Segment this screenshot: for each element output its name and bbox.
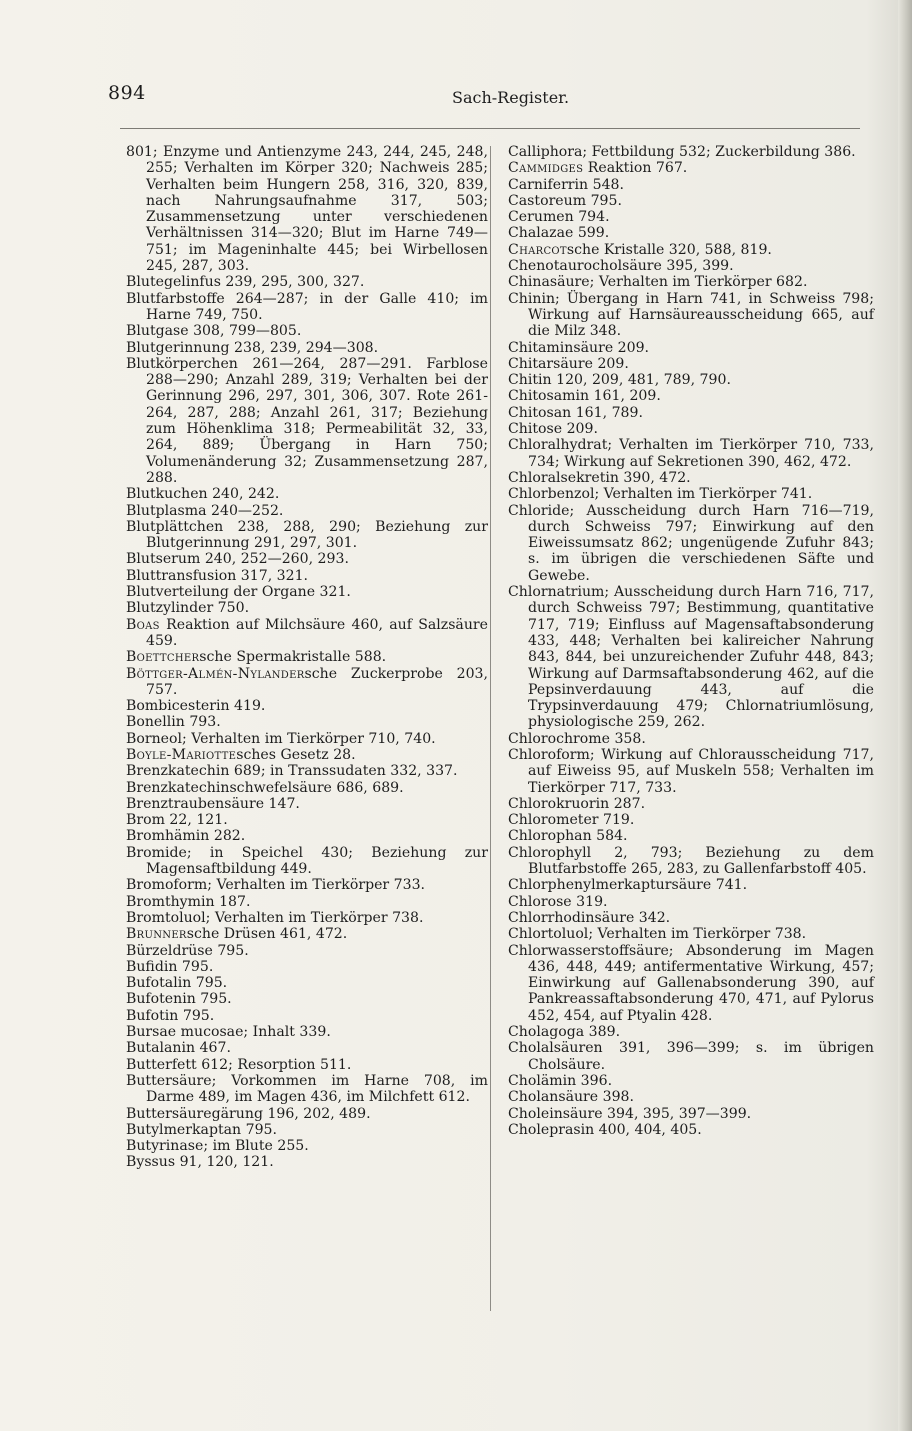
entry-text: Chlornatrium; Ausscheidung durch Harn 716, 717, durch Schweiss 797; Bestimmung, quantitative 717, 719; Einfluss auf Magensaftabsonderung 433, 448; Verhalten bei kalireicher Nahrung 843, 844, bei unzureichender Zufuhr 448, 843; Wirkung auf Darmsaftabsonderung 462, auf die Pepsinverdauung 443, auf die Trypsinverdauung 479; Chlornatriumlösung, physiologische 259, 262.	[508, 584, 874, 731]
index-entry	[126, 1040, 488, 1056]
index-entry	[126, 291, 488, 324]
entry-text: Butalanin 467.	[126, 1040, 231, 1057]
index-entry	[126, 1057, 488, 1073]
index-entry	[508, 584, 874, 731]
index-entry	[508, 291, 874, 340]
author-name: Boyle-Mariotte	[126, 746, 237, 763]
index-entry	[508, 845, 874, 878]
entry-text: Chlortoluol; Verhalten im Tierkörper 738.	[508, 926, 807, 943]
index-entry	[508, 421, 874, 437]
entry-text: Butylmerkaptan 795.	[126, 1121, 277, 1138]
entry-text: Cholagoga 389.	[508, 1024, 621, 1041]
entry-text: 801; Enzyme und Antienzyme 243, 244, 245, 248, 255; Verhalten im Körper 320; Nachweis 285; Verhalten beim Hungern 258, 316, 320, 839, nach Nahrungsaufnahme 317, 503; Zusammensetzung unter verschiedenen Verhältnissen 314—320; Blut im Harne 749—751; im Mageninhalte 445; bei Wirbellosen 245, 287, 303.	[126, 144, 488, 275]
entry-text: Bluttransfusion 317, 321.	[126, 567, 309, 584]
index-entry	[508, 731, 874, 747]
entry-text: Bromthymin 187.	[126, 893, 251, 910]
entry-text: Bromtoluol; Verhalten im Tierkörper 738.	[126, 909, 424, 926]
entry-text: Chloralhydrat; Verhalten im Tierkörper 710, 733, 734; Wirkung auf Sekretionen 390, 462, 472.	[508, 437, 874, 470]
index-entry	[126, 845, 488, 878]
entry-text: Byssus 91, 120, 121.	[126, 1154, 274, 1171]
index-entry	[126, 1122, 488, 1138]
index-entry	[508, 910, 874, 926]
index-entry	[126, 144, 488, 274]
entry-text: Chlorbenzol; Verhalten im Tierkörper 741.	[508, 486, 813, 503]
index-entry	[508, 242, 874, 258]
entry-text: Castoreum 795.	[508, 192, 622, 209]
entry-text: Choleinsäure 394, 395, 397—399.	[508, 1105, 752, 1122]
entry-text: sche Zuckerprobe 203, 757.	[146, 665, 488, 698]
entry-text: Blutkuchen 240, 242.	[126, 486, 280, 503]
entry-text: Buttersäure; Vorkommen im Harne 708, im Darme 489, im Magen 436, im Milchfett 612.	[126, 1072, 488, 1106]
index-entry	[508, 144, 874, 160]
entry-text: Chalazae 599.	[508, 225, 610, 242]
index-entry	[508, 926, 874, 942]
entry-text: Chenotaurocholsäure 395, 399.	[508, 258, 734, 275]
index-entry	[508, 828, 874, 844]
entry-text: Blutegelinfus 239, 295, 300, 327.	[126, 274, 365, 291]
entry-text: Chlorphenylmerkaptursäure 741.	[508, 877, 748, 894]
index-entry	[126, 666, 488, 699]
entry-text: Chlorochrome 358.	[508, 730, 646, 747]
index-entry	[126, 894, 488, 910]
index-entry	[508, 1106, 874, 1122]
entry-text: Bromide; in Speichel 430; Beziehung zur Magensaftbildung 449.	[126, 844, 488, 878]
entry-text: Blutplasma 240—252.	[126, 502, 284, 519]
index-entry	[126, 649, 488, 665]
column-divider	[490, 146, 491, 1311]
index-entry	[126, 926, 488, 942]
page-header	[0, 80, 912, 120]
entry-text: sche Spermakristalle 588.	[199, 649, 387, 666]
index-entry	[508, 470, 874, 486]
entry-text: Bufidin 795.	[126, 958, 214, 975]
index-entry	[126, 975, 488, 991]
index-entry	[508, 405, 874, 421]
index-entry	[508, 372, 874, 388]
entry-text: Bursae mucosae; Inhalt 339.	[126, 1024, 331, 1041]
index-entry	[126, 747, 488, 763]
index-entry	[508, 1024, 874, 1040]
index-entry	[126, 486, 488, 502]
entry-text: Blutserum 240, 252—260, 293.	[126, 551, 349, 568]
index-entry	[126, 551, 488, 567]
index-entry	[126, 1024, 488, 1040]
entry-text: Bürzeldrüse 795.	[126, 942, 249, 959]
entry-text: sche Kristalle 320, 588, 819.	[566, 241, 772, 258]
entry-text: Bufotalin 795.	[126, 975, 228, 992]
index-entry	[508, 177, 874, 193]
author-name: Boas	[126, 616, 160, 633]
entry-text: Bonellin 793.	[126, 714, 221, 731]
entry-text: sche Drüsen 461, 472.	[186, 926, 348, 943]
index-entry	[126, 503, 488, 519]
entry-text: Cholansäure 398.	[508, 1089, 634, 1106]
entry-text: Chitosan 161, 789.	[508, 404, 643, 421]
index-entry	[126, 731, 488, 747]
entry-text: Blutzylinder 750.	[126, 600, 250, 617]
entry-text: Chitarsäure 209.	[508, 355, 629, 372]
entry-text: Chloroform; Wirkung auf Chlorausscheidung 717, auf Eiweiss 95, auf Muskeln 558; Verhalten im Tierkörper 717, 733.	[508, 746, 874, 796]
left-column	[126, 144, 488, 1171]
index-entry	[508, 340, 874, 356]
index-entry	[126, 714, 488, 730]
entry-text: Chlorose 319.	[508, 893, 608, 910]
entry-text: Brom 22, 121.	[126, 812, 228, 829]
page-edge-shadow	[898, 0, 912, 1431]
index-entry	[126, 959, 488, 975]
entry-text: Bromoform; Verhalten im Tierkörper 733.	[126, 877, 426, 894]
index-entry	[126, 1138, 488, 1154]
index-entry	[508, 437, 874, 470]
entry-text: Blutkörperchen 261—264, 287—291. Farblose 288—290; Anzahl 289, 319; Verhalten bei der Gerinnung 296, 297, 301, 306, 307. Rote 261-264, 287, 288; Anzahl 261, 317; Beziehung zum Höhenklima 318; Permeabilität 32, 33, 264, 889; Übergang in Harn 750; Volumenänderung 32; Zusammensetzung 287, 288.	[126, 355, 488, 486]
index-entry	[126, 1106, 488, 1122]
entry-text: Chlorophan 584.	[508, 828, 628, 845]
entry-text: Chitin 120, 209, 481, 789, 790.	[508, 372, 731, 389]
right-column	[508, 144, 874, 1138]
entry-text: Chlorrhodinsäure 342.	[508, 909, 671, 926]
entry-text: Chitosamin 161, 209.	[508, 388, 661, 405]
author-name: Charcot	[508, 241, 567, 258]
index-entry	[508, 486, 874, 502]
index-entry	[126, 617, 488, 650]
index-entry	[126, 1008, 488, 1024]
entry-text: Chlorokruorin 287.	[508, 795, 646, 812]
index-entry	[508, 193, 874, 209]
index-entry	[508, 356, 874, 372]
index-entry	[126, 356, 488, 486]
entry-text: Chloride; Ausscheidung durch Harn 716—719, durch Schweiss 797; Einwirkung auf den Eiweissumsatz 862; ungenügende Zufuhr 843; s. im übrigen die verschiedenen Säfte und Gewebe.	[508, 502, 874, 584]
index-entry	[126, 943, 488, 959]
entry-text: Bombicesterin 419.	[126, 698, 266, 715]
entry-text: Choleprasin 400, 404, 405.	[508, 1121, 702, 1138]
index-entry	[508, 225, 874, 241]
entry-text: Bromhämin 282.	[126, 828, 246, 845]
page-number: 894	[108, 82, 146, 104]
index-entry	[508, 1089, 874, 1105]
entry-text: Chloralsekretin 390, 472.	[508, 469, 691, 486]
entry-text: Carniferrin 548.	[508, 176, 624, 193]
index-entry	[126, 763, 488, 779]
index-entry	[508, 388, 874, 404]
author-name: Brunner	[126, 926, 187, 943]
index-entry	[508, 943, 874, 1024]
index-entry	[508, 503, 874, 584]
index-entry	[508, 894, 874, 910]
entry-text: Cerumen 794.	[508, 209, 610, 226]
entry-text: Butterfett 612; Resorption 511.	[126, 1056, 352, 1073]
entry-text: Chitose 209.	[508, 421, 598, 438]
entry-text: sches Gesetz 28.	[236, 746, 356, 763]
index-entry	[508, 160, 874, 176]
index-entry	[126, 323, 488, 339]
index-entry	[126, 274, 488, 290]
index-entry	[126, 340, 488, 356]
index-entry	[508, 1122, 874, 1138]
entry-text: Chlorometer 719.	[508, 812, 635, 829]
index-entry	[508, 812, 874, 828]
entry-text: Brenzkatechinschwefelsäure 686, 689.	[126, 779, 404, 796]
entry-text: Blutverteilung der Organe 321.	[126, 584, 351, 601]
index-entry	[508, 1073, 874, 1089]
running-title: Sach-Register.	[452, 88, 570, 107]
entry-text: Reaktion auf Milchsäure 460, auf Salzsäure 459.	[146, 616, 488, 649]
index-entry	[508, 1040, 874, 1073]
index-entry	[508, 877, 874, 893]
index-entry	[126, 600, 488, 616]
entry-text: Cholalsäuren 391, 396—399; s. im übrigen Cholsäure.	[508, 1040, 874, 1073]
entry-text: Chinin; Übergang in Harn 741, in Schweiss 798; Wirkung auf Harnsäureausscheidung 665, auf die Milz 348.	[508, 290, 874, 340]
index-entry	[508, 274, 874, 290]
index-entry	[126, 877, 488, 893]
entry-text: Cholämin 396.	[508, 1072, 613, 1089]
entry-text: Chlorophyll 2, 793; Beziehung zu dem Blutfarbstoffe 265, 283, zu Gallenfarbstoff 405.	[508, 844, 874, 878]
author-name: Böttger-Almén-Nylander	[126, 665, 305, 682]
entry-text: Blutgase 308, 799—805.	[126, 323, 302, 340]
entry-text: Chinasäure; Verhalten im Tierkörper 682.	[508, 274, 808, 291]
index-entry	[126, 796, 488, 812]
entry-text: Chitaminsäure 209.	[508, 339, 650, 356]
index-entry	[126, 812, 488, 828]
index-entry	[126, 568, 488, 584]
entry-text: Blutfarbstoffe 264—287; in der Galle 410; im Harne 749, 750.	[126, 290, 488, 323]
entry-text: Blutgerinnung 238, 239, 294—308.	[126, 339, 379, 356]
entry-text: Reaktion 767.	[583, 160, 688, 177]
index-entry	[126, 584, 488, 600]
header-rule	[120, 128, 860, 129]
index-entry	[126, 780, 488, 796]
index-entry	[126, 1154, 488, 1170]
index-entry	[508, 796, 874, 812]
author-name: Cammidges	[508, 160, 584, 177]
index-entry	[126, 698, 488, 714]
entry-text: Calliphora; Fettbildung 532; Zuckerbildung 386.	[508, 144, 856, 160]
entry-text: Buttersäuregärung 196, 202, 489.	[126, 1105, 371, 1122]
author-name: Boettcher	[126, 649, 200, 666]
index-entry	[126, 991, 488, 1007]
entry-text: Chlorwasserstoffsäure; Absonderung im Magen 436, 448, 449; antifermentative Wirkung, 457; Einwirkung auf Gallenabsonderung 390, auf Pankreassaftabsonderung 470, 471, auf Pylorus 452, 454, auf Ptyalin 428.	[508, 942, 874, 1024]
index-entry	[508, 747, 874, 796]
index-entry	[508, 209, 874, 225]
index-entry	[126, 828, 488, 844]
entry-text: Bufotenin 795.	[126, 991, 232, 1008]
entry-text: Bufotin 795.	[126, 1007, 215, 1024]
entry-text: Butyrinase; im Blute 255.	[126, 1138, 309, 1155]
entry-text: Brenztraubensäure 147.	[126, 795, 300, 812]
entry-text: Brenzkatechin 689; in Transsudaten 332, 337.	[126, 763, 458, 780]
entry-text: Blutplättchen 238, 288, 290; Beziehung zur Blutgerinnung 291, 297, 301.	[126, 518, 488, 552]
index-entry	[126, 1073, 488, 1106]
index-entry	[508, 258, 874, 274]
entry-text: Borneol; Verhalten im Tierkörper 710, 740.	[126, 730, 436, 747]
index-entry	[126, 910, 488, 926]
index-entry	[126, 519, 488, 552]
